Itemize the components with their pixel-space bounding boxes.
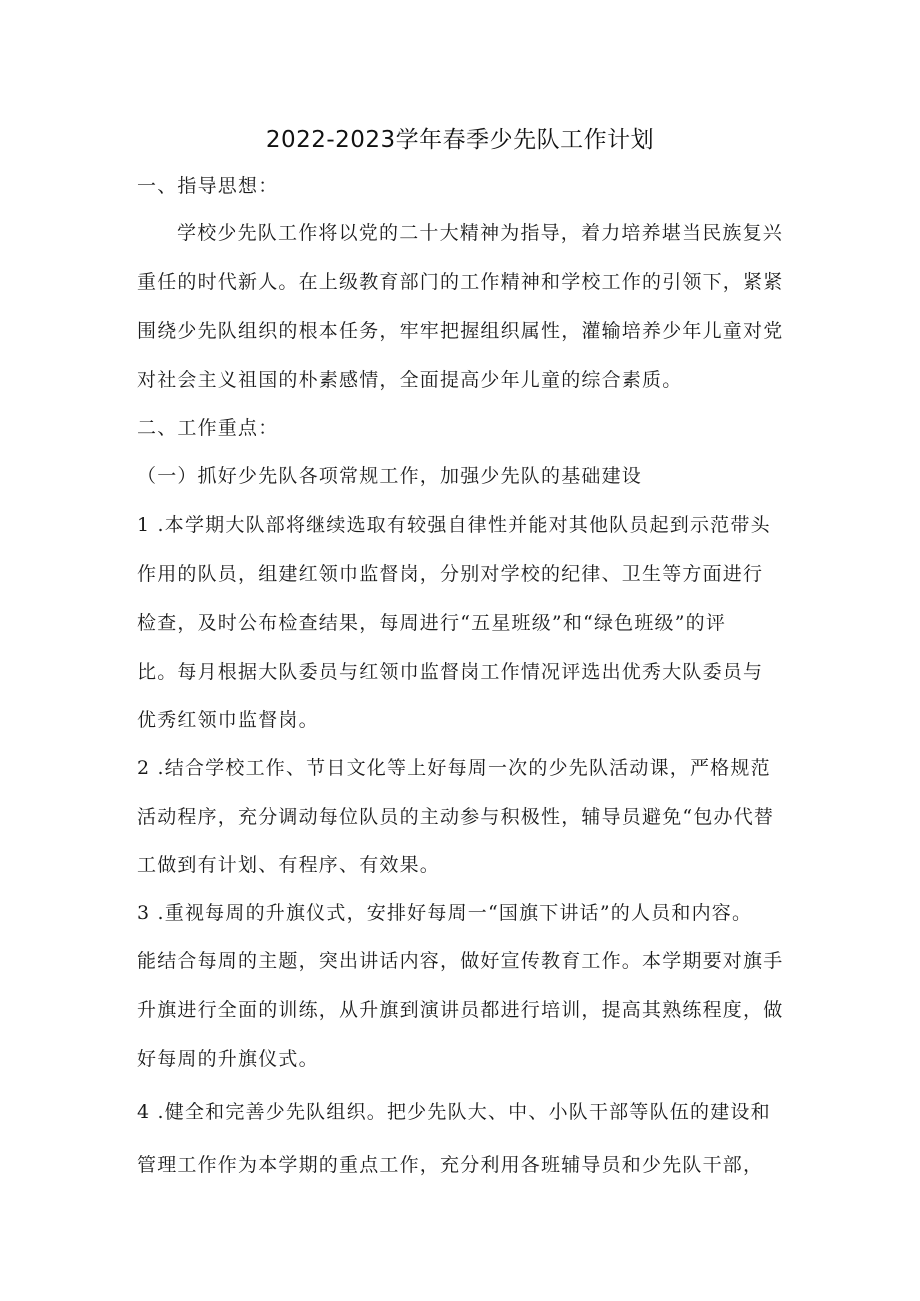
list-item-line: 2 .结合学校工作、节日文化等上好每周一次的少先队活动课，严格规范 bbox=[137, 757, 771, 779]
paragraph-line: 好每周的升旗仪式。 bbox=[137, 1048, 319, 1070]
section-heading-guiding-thought: 一、指导思想： bbox=[137, 175, 279, 197]
paragraph-line: 作用的队员，组建红领巾监督岗，分别对学校的纪律、卫生等方面进行 bbox=[137, 563, 764, 585]
paragraph-line: 工做到有计划、有程序、有效果。 bbox=[137, 854, 441, 876]
section-heading-work-focus: 二、工作重点： bbox=[137, 417, 279, 439]
paragraph-line: 活动程序，充分调动每位队员的主动参与积极性，辅导员避免“包办代替 bbox=[137, 806, 775, 828]
subsection-heading: （一）抓好少先队各项常规工作，加强少先队的基础建设 bbox=[137, 465, 643, 487]
list-item-line: 4 .健全和完善少先队组织。把少先队大、中、小队干部等队伍的建设和 bbox=[137, 1101, 771, 1123]
paragraph-line: 管理工作作为本学期的重点工作，充分利用各班辅导员和少先队干部， bbox=[137, 1154, 764, 1176]
paragraph-line: 优秀红领巾监督岗。 bbox=[137, 709, 319, 731]
paragraph-line: 对社会主义祖国的朴素感情，全面提高少年儿童的综合素质。 bbox=[137, 369, 683, 391]
paragraph-line: 重任的时代新人。在上级教育部门的工作精神和学校工作的引领下，紧紧 bbox=[137, 271, 784, 293]
paragraph-line: 比。每月根据大队委员与红领巾监督岗工作情况评选出优秀大队委员与 bbox=[137, 661, 764, 683]
paragraph-line: 升旗进行全面的训练，从升旗到演讲员都进行培训，提高其熟练程度，做 bbox=[137, 999, 784, 1021]
paragraph-line: 学校少先队工作将以党的二十大精神为指导，着力培养堪当民族复兴 bbox=[177, 222, 784, 244]
paragraph-line: 检查，及时公布检查结果，每周进行“五星班级”和“绿色班级”的评 bbox=[137, 612, 727, 634]
list-item-line: 1 .本学期大队部将继续选取有较强自律性并能对其他队员起到示范带头 bbox=[137, 514, 771, 536]
document-title: 2022-2023学年春季少先队工作计划 bbox=[265, 127, 655, 153]
list-item-line: 3 .重视每周的升旗仪式，安排好每周一“国旗下讲话”的人员和内容。 bbox=[137, 902, 753, 924]
paragraph-line: 能结合每周的主题，突出讲话内容，做好宣传教育工作。本学期要对旗手 bbox=[137, 950, 784, 972]
paragraph-line: 围绕少先队组织的根本任务，牢牢把握组织属性，灌输培养少年儿童对党 bbox=[137, 320, 784, 342]
